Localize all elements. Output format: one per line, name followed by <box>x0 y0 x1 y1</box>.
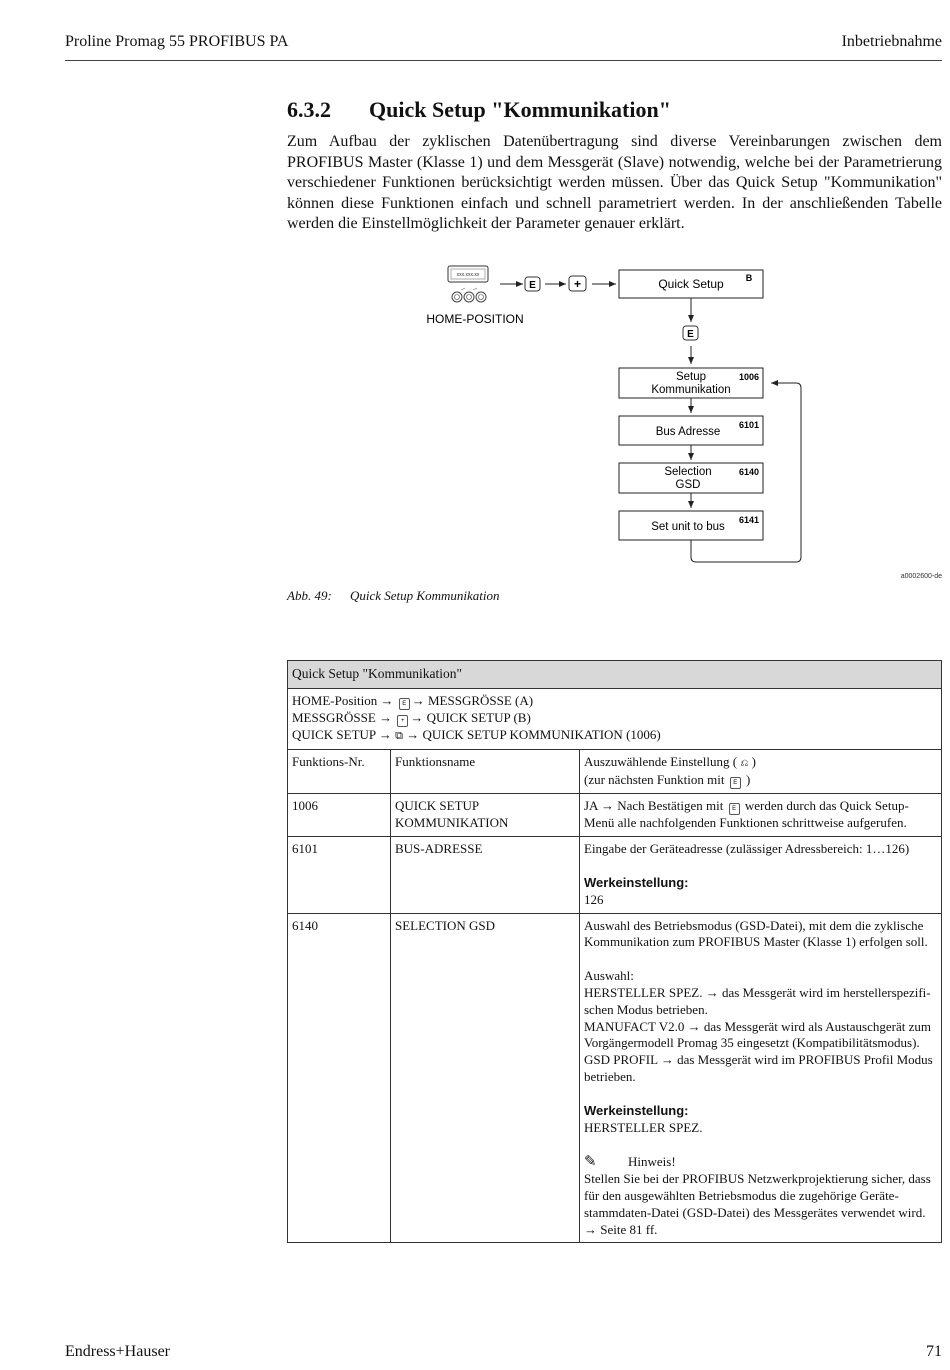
table-title: Quick Setup "Kommunikation" <box>288 661 942 689</box>
plus-key-icon: + <box>397 715 408 727</box>
table-row <box>288 913 942 1243</box>
quick-setup-diagram <box>415 255 835 570</box>
caption-label: Abb. 49: <box>287 588 332 603</box>
section-heading <box>287 97 671 123</box>
quick-setup-label: Quick Setup <box>658 277 724 291</box>
table-row <box>288 837 942 913</box>
plus-minus-keys-icon: ⎌ <box>740 757 749 769</box>
page-number: 71 <box>926 1343 942 1360</box>
header-section: Inbetriebnahme <box>841 33 942 50</box>
svg-text:6141: 6141 <box>738 515 760 525</box>
svg-text:Kommunikation: Kommunikation <box>651 384 731 396</box>
e-key-icon: E <box>399 698 410 710</box>
caption-text: Quick Setup Kommunikation <box>350 588 500 603</box>
quick-setup-key-icon: ⧉ <box>395 728 404 742</box>
e-key-icon: E <box>729 803 740 815</box>
footer-brand: Endress+Hauser <box>65 1343 170 1360</box>
svg-text:E: E <box>529 280 536 291</box>
row-6101-desc: Eingabe der Geräteadresse (zulässiger Adressbereich: 1…126) Werkeinstellung: 126 <box>580 837 942 913</box>
svg-text:E: E <box>687 329 694 340</box>
svg-text:+: + <box>573 277 582 291</box>
svg-text:Set unit to bus: Set unit to bus <box>651 521 725 533</box>
intro-paragraph: Zum Aufbau der zyklischen Datenübertragung sind diverse Vereinbarungen zwischen dem PROFIBUS Master (Klasse 1) und dem Messgerät (Slave) notwendig, welche bei der Parametrierung verschiedener Funktionen berücksichtigt werden müssen. Über das Quick Setup "Kommunikation" können diese Funktionen einfach und schnell parametriert werden. In der anschließenden Tabelle werden die Einstellmöglichkeit der Parameter genauer erklärt. <box>287 133 942 232</box>
header-funktionsname: Funktionsname <box>391 749 580 794</box>
figure-id: a0002600-de <box>900 573 942 580</box>
header-einstellung: Auszuwählende Einstellung ( ⎌ ) (zur nächsten Funktion mit E ) <box>580 749 942 794</box>
svg-text:GSD: GSD <box>675 479 701 491</box>
row-1006-name: QUICK SETUP KOMMUNIKATION <box>391 794 580 837</box>
note-heading: ✎ Hinweis! <box>584 1152 676 1171</box>
header-title: Proline Promag 55 PROFIBUS PA <box>65 33 289 50</box>
quick-setup-table <box>287 660 942 1243</box>
svg-text:6140: 6140 <box>738 467 760 477</box>
pencil-note-icon: ✎ <box>584 1152 597 1171</box>
table-row <box>288 794 942 837</box>
row-1006-desc: JA → Nach Bestätigen mit E werden durch das Quick Setup-Menü alle nachfolgenden Funktionen schrittweise aufgerufen. <box>580 794 942 837</box>
row-6140-desc: Auswahl des Betriebsmodus (GSD-Datei), mit dem die zyklische Kommunikation zum PROFIBUS Master (Klasse 1) erfolgen soll. Auswahl: HERSTELLER SPEZ. → das Messgerät wird im herstellerspezifi-schen Modus betrieben. MANUFACT V2.0 → das Messgerät wird als Austauschgerät zum Vorgängermodell Promag 35 eingesetzt (Kompatibilitätsmodus). GSD PROFIL → das Messgerät wird im PROFIBUS Profil Modus betrieben. Werkeinstellung: HERSTELLER SPEZ. ✎ Hinweis! Stellen Sie bei der PROFIBUS Netzwerkprojektierung sicher, dass für den ausgewählten Betriebsmodus die zugehörige Geräte-stammdaten-Datei (GSD-Datei) des Messgerätes verwendet wird. → Seite 81 ff. <box>580 913 942 1243</box>
device-display-icon <box>448 266 488 302</box>
svg-text:Selection: Selection <box>664 466 712 478</box>
home-position-label: HOME-POSITION <box>426 312 524 326</box>
row-6101-name: BUS-ADRESSE <box>391 837 580 913</box>
row-6140-name: SELECTION GSD <box>391 913 580 1243</box>
svg-text:1006: 1006 <box>738 372 760 382</box>
table-navigation-path: HOME-Position → E → MESSGRÖSSE (A) MESSGRÖSSE → + → QUICK SETUP (B) QUICK SETUP → ⧉ → QUICK SETUP KOMMUNIKATION (1006) <box>288 688 942 749</box>
section-title: Quick Setup "Kommunikation" <box>369 97 671 122</box>
row-6101-nr: 6101 <box>288 837 391 913</box>
header-rule <box>65 60 942 61</box>
svg-text:6101: 6101 <box>738 420 760 430</box>
table-header-row <box>288 749 942 794</box>
device-display-text: xxx.xxx.xx <box>456 272 480 278</box>
figure-caption <box>287 588 499 604</box>
row-6140-nr: 6140 <box>288 913 391 1243</box>
svg-text:Setup: Setup <box>675 371 707 383</box>
row-1006-nr: 1006 <box>288 794 391 837</box>
svg-text:Bus Adresse: Bus Adresse <box>655 426 721 438</box>
quick-setup-code: B <box>745 273 753 283</box>
e-key-icon: E <box>730 777 741 789</box>
header-funktions-nr: Funktions-Nr. <box>288 749 391 794</box>
section-number: 6.3.2 <box>287 97 331 122</box>
